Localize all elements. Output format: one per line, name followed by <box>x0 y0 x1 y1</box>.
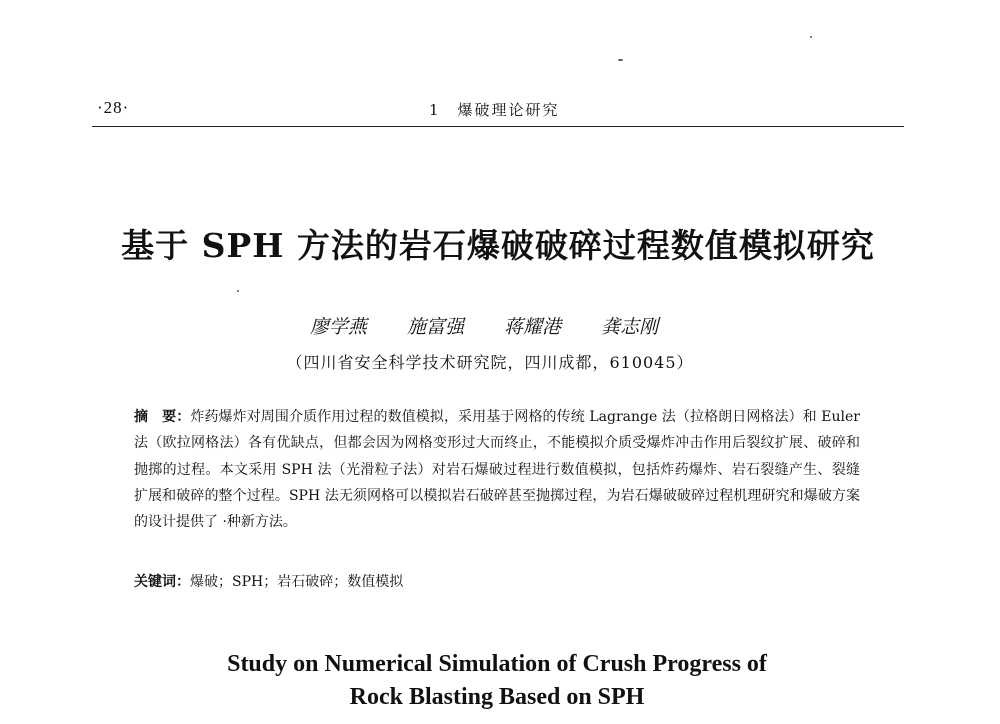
header-rule <box>92 126 904 127</box>
paper-title-en-line: Study on Numerical Simulation of Crush Progress of <box>227 651 767 677</box>
affiliation: （四川省安全科学技术研究院，四川成都，610045） <box>286 353 694 372</box>
author-name: 施富强 <box>406 316 464 338</box>
running-head: 1 爆破理论研究 <box>429 101 560 119</box>
scan-speck <box>810 36 812 38</box>
paper-title-cn: 基于 SPH 方法的岩石爆破破碎过程数值模拟研究 <box>121 226 875 265</box>
scan-speck <box>618 59 623 61</box>
abstract-text: 炸药爆炸对周围介质作用过程的数值模拟，采用基于网格的传统 Lagrange 法（拉格朗日网格法）和 Euler 法（欧拉网格法）各有优缺点，但都会因为网格变形过大而终止，不能模拟介质受爆炸冲击作用后裂纹扩展、破碎和抛掷的过程。本文采用 SPH 法（光滑粒子法）对岩石爆破过程进行数值模拟，包括炸药爆炸、岩石裂缝产生、裂缝扩展和破碎的整个过程。SPH 法无须网格可以模拟岩石破碎甚至抛掷过程，为岩石爆破破碎过程机理研究和爆破方案的设计提供了 ·种新方法。 <box>134 409 861 531</box>
keywords-text: 爆破；SPH；岩石破碎；数值模拟 <box>190 574 404 590</box>
author-name: 廖学燕 <box>309 316 367 338</box>
keywords-label: 关键词： <box>134 574 190 590</box>
paper-title-en <box>0 648 994 714</box>
keywords <box>134 571 403 591</box>
abstract-label: 摘 要： <box>134 409 191 425</box>
author-list <box>0 312 968 339</box>
author-name: 蒋耀港 <box>504 316 562 338</box>
author-name: 龚志刚 <box>601 316 659 338</box>
page-number: ·28· <box>97 98 130 117</box>
paper-title-en-line: Rock Blasting Based on SPH <box>349 684 645 710</box>
abstract <box>134 404 860 535</box>
scan-speck <box>237 290 239 292</box>
